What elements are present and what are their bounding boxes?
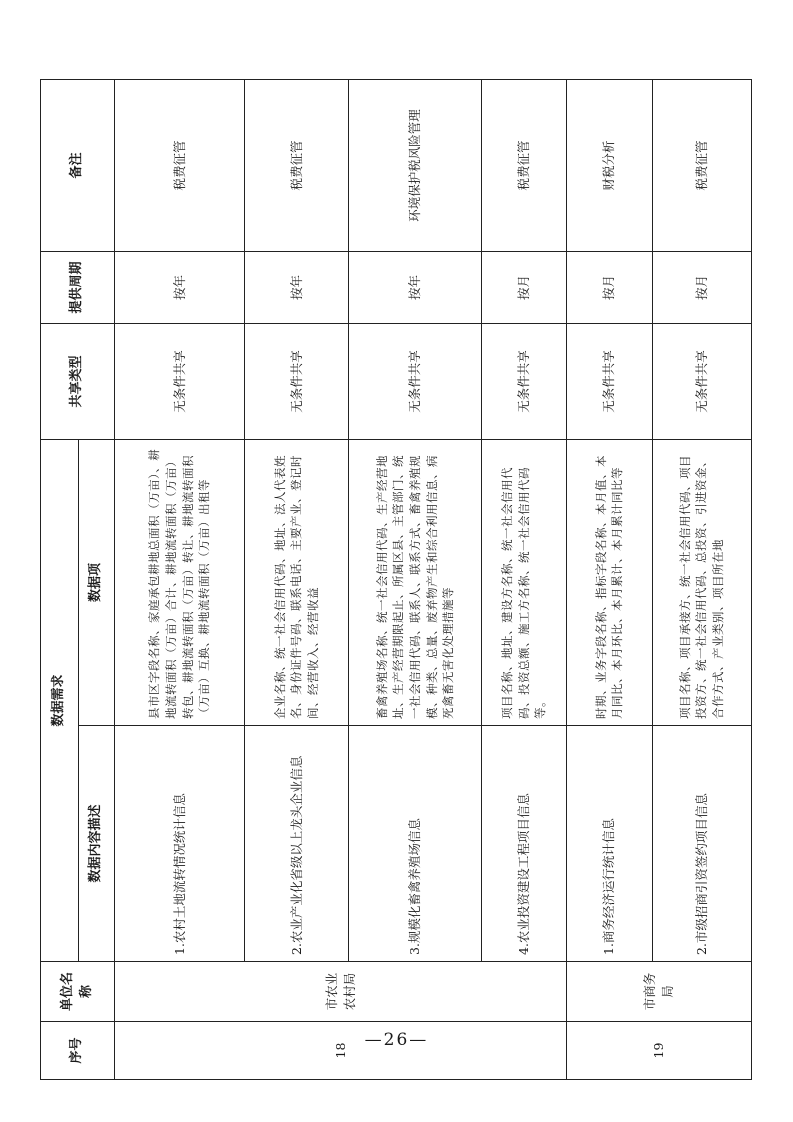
data-sharing-table	[40, 79, 752, 1080]
seq-cell: 19	[567, 1022, 752, 1080]
period-cell: 按月	[567, 251, 652, 323]
table-row	[115, 79, 245, 1079]
remark-cell: 税费征管	[652, 79, 752, 251]
share-type-cell: 无条件共享	[245, 323, 349, 439]
items-cell: 企业名称、统一社会信用代码、地址、法人代表姓名、身份证件号码、联系电话、主要产业、登记时间、经营收入、经营收益	[245, 439, 349, 725]
period-cell: 按月	[482, 251, 567, 323]
share-type-cell: 无条件共享	[652, 323, 752, 439]
items-cell: 县市区字段名称、家庭承包耕地总面积（万亩）、耕地流转面积（万亩）合计、耕地流转面积（万亩）转包、耕地流转面积（万亩）转让、耕地流转面积（万亩）互换、耕地流转面积（万亩）出租等	[115, 439, 245, 725]
header-remark: 备注	[41, 79, 115, 251]
content-cell: 1.商务经济运行统计信息	[567, 726, 652, 962]
share-type-cell: 无条件共享	[349, 323, 482, 439]
remark-cell: 税费征管	[115, 79, 245, 251]
table-row	[245, 79, 349, 1079]
remark-cell: 税费征管	[245, 79, 349, 251]
remark-cell: 税费征管	[482, 79, 567, 251]
table-row	[482, 79, 567, 1079]
content-cell: 2.农业产业化省级以上龙头企业信息	[245, 726, 349, 962]
header-items: 数据项	[79, 439, 115, 725]
period-cell: 按年	[115, 251, 245, 323]
share-type-cell: 无条件共享	[567, 323, 652, 439]
items-cell: 项目名称、项目承接方、统一社会信用代码、项目投资方、统一社会信用代码、总投资、引进资金、合作方式、产业类别、项目所在地	[652, 439, 752, 725]
share-type-cell: 无条件共享	[482, 323, 567, 439]
share-type-cell: 无条件共享	[115, 323, 245, 439]
table-row	[567, 79, 652, 1079]
content-cell: 3.规模化畜禽养殖场信息	[349, 726, 482, 962]
header-demand: 数据需求	[41, 439, 79, 961]
items-cell: 项目名称、地址、建设方名称、统一社会信用代码、投资总额、施工方名称、统一社会信用代码等。	[482, 439, 567, 725]
table-row	[349, 79, 482, 1079]
period-cell: 按年	[245, 251, 349, 323]
items-cell: 畜禽养殖场名称、统一社会信用代码、生产经营地址、生产经营期限起止、所属区县、主管部门、统一社会信用代码、联系人、联系方式、畜禽养殖规模、种类、总量、废弃物产生和综合利用信息、病死禽畜无害化处理措施等	[349, 439, 482, 725]
content-cell: 4.农业投资建设工程项目信息	[482, 726, 567, 962]
unit-cell: 市商务局	[567, 962, 752, 1022]
unit-cell: 市农业农村局	[115, 962, 567, 1022]
data-sharing-table-rotated	[40, 80, 752, 1080]
header-seq: 序号	[41, 1022, 115, 1080]
remark-cell: 环境保护税风险管理	[349, 79, 482, 251]
header-share-type: 共享类型	[41, 323, 115, 439]
header-period: 提供周期	[41, 251, 115, 323]
seq-cell: 18	[115, 1022, 567, 1080]
header-content: 数据内容描述	[79, 726, 115, 962]
content-cell: 1.农村土地流转情况统计信息	[115, 726, 245, 962]
remark-cell: 财税分析	[567, 79, 652, 251]
period-cell: 按月	[652, 251, 752, 323]
header-unit: 单位名称	[41, 962, 115, 1022]
page-number: —26—	[364, 1030, 429, 1050]
items-cell: 时期、业务字段名称、指标字段名称、本月值、本月同比、本月环比、本月累计、本月累计同比等	[567, 439, 652, 725]
period-cell: 按年	[349, 251, 482, 323]
content-cell: 2.市级招商引资签约项目信息	[652, 726, 752, 962]
table-row	[652, 79, 752, 1079]
